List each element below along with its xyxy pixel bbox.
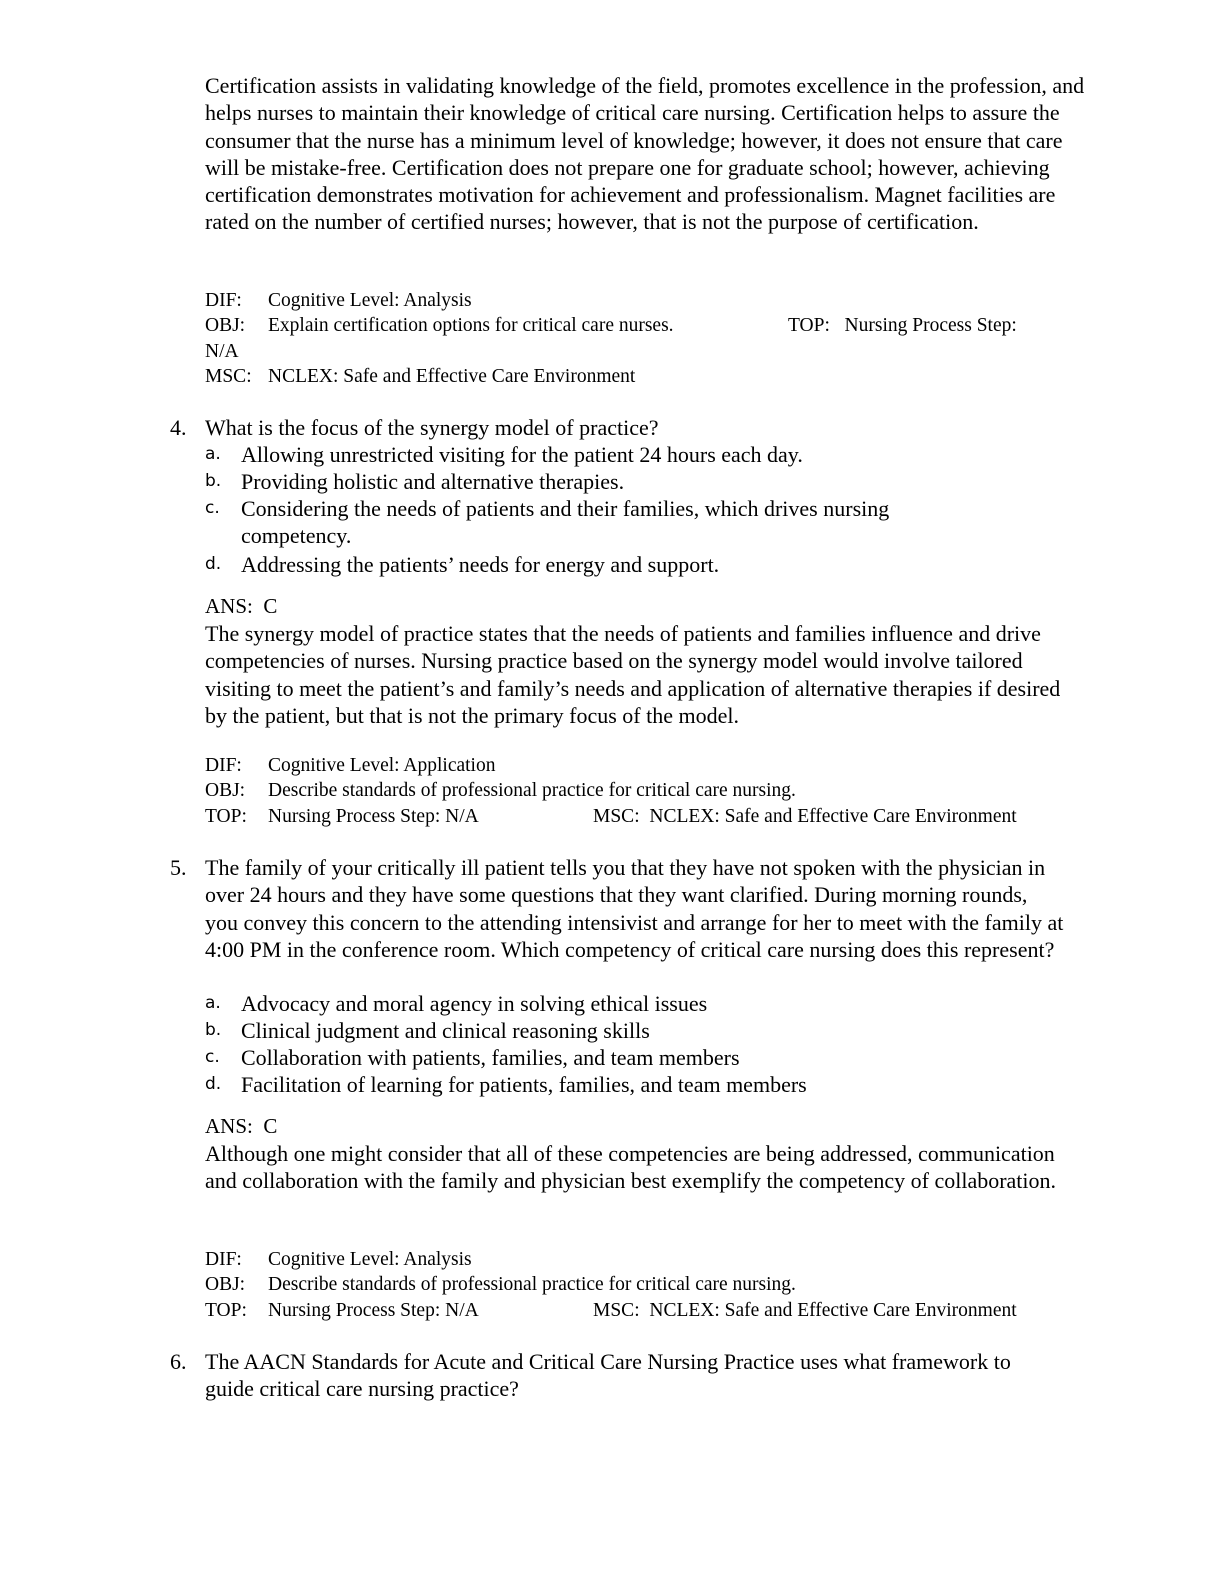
q5-answer (205, 1113, 277, 1140)
question-stem: The AACN Standards for Acute and Critical Care Nursing Practice uses what framework to guide critical care nursing practice? (205, 1349, 1011, 1402)
q3-msc-row (205, 364, 1085, 389)
msc-label: MSC: (205, 366, 252, 388)
option-letter: d. (205, 554, 222, 574)
option-letter: a. (205, 993, 221, 1013)
question-number: 5. (170, 855, 187, 880)
option-letter: c. (205, 1047, 220, 1067)
option-text: Providing holistic and alternative therapies. (241, 469, 625, 494)
question-number: 6. (170, 1349, 187, 1374)
msc-value: NCLEX: Safe and Effective Care Environment (649, 1299, 1017, 1321)
q5-top-msc-row (205, 1298, 1085, 1323)
option-text: Clinical judgment and clinical reasoning skills (241, 1018, 650, 1043)
msc-label: MSC: (593, 805, 640, 827)
obj-value: Describe standards of professional practice for critical care nursing. (268, 1274, 796, 1296)
q3-top-continued: N/A (205, 340, 239, 362)
q3-rationale: Certification assists in validating knowledge of the field, promotes excellence in the profession, and helps nurses to maintain their knowledge of critical care nursing. Certification helps to assure the consumer that the nurse has a minimum level of knowledge; however, it does not ensure that care will be mistake-free. Certification does not prepare one for graduate school; however, achieving certification demonstrates motivation for achievement and professionalism. Magnet facilities are rated on the number of certified nurses; however, that is not the purpose of certification. (205, 73, 1085, 235)
obj-label: OBJ: (205, 780, 246, 802)
answer-value: C (263, 594, 278, 618)
q4-top-msc-row (205, 804, 1085, 829)
question-stem: The family of your critically ill patient tells you that they have not spoken with the physician in over 24 hours and they have some questions that they want clarified. During morning rounds, you convey this concern to the attending intensivist and arrange for her to meet with the family at 4:00 PM in the conference room. Which competency of critical care nursing does this represent? (205, 855, 1064, 962)
q4-dif-row (205, 753, 1085, 778)
option-text: Advocacy and moral agency in solving ethical issues (241, 991, 708, 1016)
obj-label: OBJ: (205, 1274, 246, 1296)
top-label: TOP: (788, 315, 830, 337)
option-letter: a. (205, 444, 221, 464)
q5-rationale: Although one might consider that all of these competencies are being addressed, communication and collaboration with the family and physician best exemplify the competency of collaboration. (205, 1141, 1057, 1194)
obj-value: Describe standards of professional practice for critical care nursing. (268, 780, 796, 802)
msc-group (593, 804, 1017, 829)
top-value: Nursing Process Step: (844, 315, 1017, 337)
dif-value: Cognitive Level: Analysis (268, 290, 472, 311)
top-label: TOP: (205, 805, 247, 827)
option-text: Facilitation of learning for patients, families, and team members (241, 1072, 807, 1097)
question-stem: What is the focus of the synergy model of practice? (205, 415, 659, 440)
msc-group (593, 1298, 1017, 1323)
q4-rationale: The synergy model of practice states that the needs of patients and families influence and drive competencies of nurses. Nursing practice based on the synergy model would involve tailored visiting to meet the patient’s and family’s needs and application of alternative therapies if desired by the patient, but that is not the primary focus of the model. (205, 621, 1061, 728)
msc-value: NCLEX: Safe and Effective Care Environment (649, 805, 1017, 827)
q3-dif-row (205, 288, 1085, 313)
top-label: TOP: (205, 1299, 247, 1321)
option-text: Allowing unrestricted visiting for the patient 24 hours each day. (241, 442, 803, 467)
option-text: Addressing the patients’ needs for energy and support. (241, 552, 720, 577)
top-group (788, 313, 1017, 338)
dif-label: DIF: (205, 290, 242, 311)
obj-value: Explain certification options for critical care nurses. (268, 315, 674, 337)
dif-value: Cognitive Level: Application (268, 755, 496, 776)
dif-label: DIF: (205, 755, 242, 776)
dif-label: DIF: (205, 1249, 242, 1270)
option-letter: c. (205, 498, 220, 518)
top-value: Nursing Process Step: N/A (268, 1299, 479, 1321)
q5-metadata (205, 1247, 1085, 1323)
answer-value: C (263, 1114, 278, 1138)
q5-dif-row (205, 1247, 1085, 1272)
question-number: 4. (170, 415, 187, 440)
q4-metadata (205, 753, 1085, 829)
q3-obj-row (205, 313, 1085, 338)
msc-label: MSC: (593, 1299, 640, 1321)
answer-label: ANS: (205, 594, 253, 618)
option-letter: b. (205, 1020, 222, 1040)
answer-label: ANS: (205, 1114, 253, 1138)
obj-label: OBJ: (205, 315, 246, 337)
q4-obj-row (205, 778, 1085, 803)
top-value: Nursing Process Step: N/A (268, 805, 479, 827)
q3-metadata (205, 288, 1085, 390)
dif-value: Cognitive Level: Analysis (268, 1249, 472, 1270)
q4-answer (205, 593, 277, 620)
option-letter: b. (205, 471, 222, 491)
option-text: Considering the needs of patients and their families, which drives nursing competency. (241, 496, 890, 549)
option-text: Collaboration with patients, families, and team members (241, 1045, 740, 1070)
q5-obj-row (205, 1272, 1085, 1297)
msc-value: NCLEX: Safe and Effective Care Environment (268, 366, 636, 388)
option-letter: d. (205, 1074, 222, 1094)
